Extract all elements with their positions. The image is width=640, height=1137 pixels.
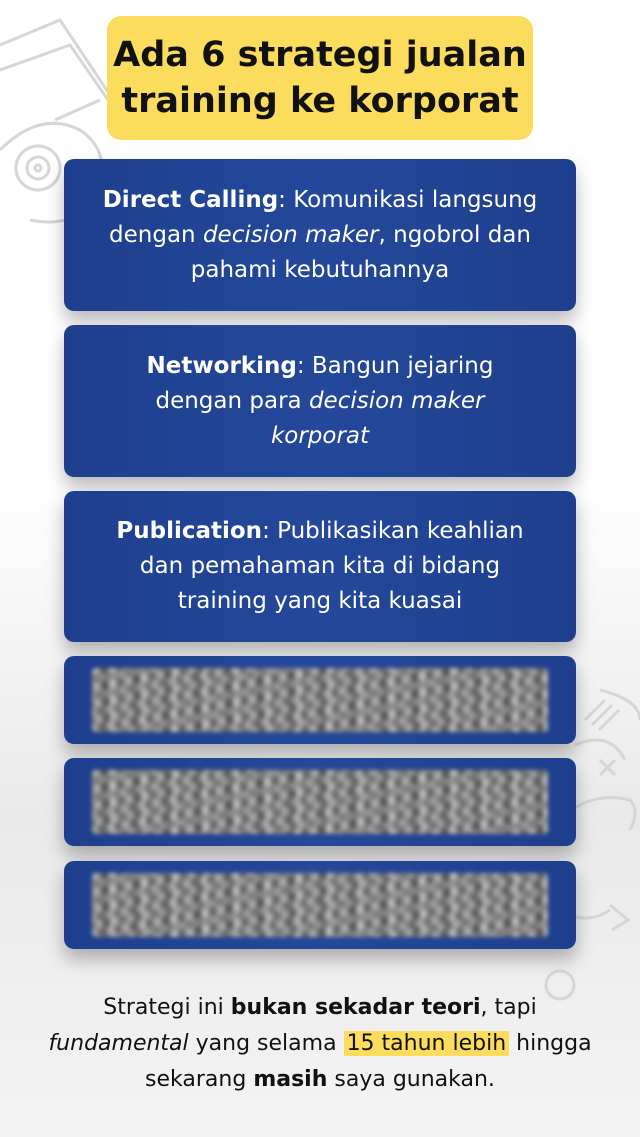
strategy-desc-italic: decision maker [202, 221, 379, 248]
strategy-card-networking [64, 325, 576, 477]
strategy-text [104, 514, 536, 619]
strategy-desc-italic: decision maker korporat [270, 387, 485, 449]
strategy-text [88, 183, 552, 288]
strategy-desc-a: : Publikasikan keahlian dan pemahaman kita di bidang training yang kita kuasai [139, 518, 524, 614]
footer-text: hingga sekarang [145, 1031, 592, 1092]
strategy-name: Publication [116, 518, 263, 544]
strategy-card-publication [64, 491, 576, 642]
footer-text: Strategi ini [103, 995, 231, 1020]
strategy-text [144, 349, 496, 454]
footer-highlight: 15 tahun lebih [344, 1031, 510, 1056]
strategy-desc-a: : Komunikasi langsung dengan [109, 186, 538, 248]
headline-line-1: Ada 6 strategi jualan [113, 35, 527, 75]
strategy-card-direct-calling [64, 159, 576, 311]
blurred-content [92, 770, 548, 834]
headline-line-2: training ke korporat [121, 81, 519, 121]
strategy-card-hidden-4 [64, 656, 576, 744]
closing-statement [40, 990, 600, 1098]
strategy-name: Direct Calling [102, 186, 279, 213]
footer-text: saya gunakan. [327, 1067, 495, 1092]
strategy-name: Networking [146, 352, 297, 379]
blurred-content [92, 668, 548, 732]
strategy-desc-b: , ngobrol dan pahami kebutuhannya [190, 221, 531, 283]
footer-text: yang selama [188, 1031, 344, 1056]
strategy-card-hidden-6 [64, 861, 576, 949]
headline-banner [107, 16, 533, 140]
strategy-card-hidden-5 [64, 758, 576, 846]
footer-bold: bukan sekadar teori [230, 995, 481, 1020]
footer-bold: masih [253, 1067, 328, 1092]
strategy-desc-a: : Bangun jejaring dengan para [155, 352, 494, 414]
blurred-content [92, 873, 548, 937]
footer-text: , tapi [480, 995, 537, 1020]
footer-italic: fundamental [48, 1031, 189, 1056]
